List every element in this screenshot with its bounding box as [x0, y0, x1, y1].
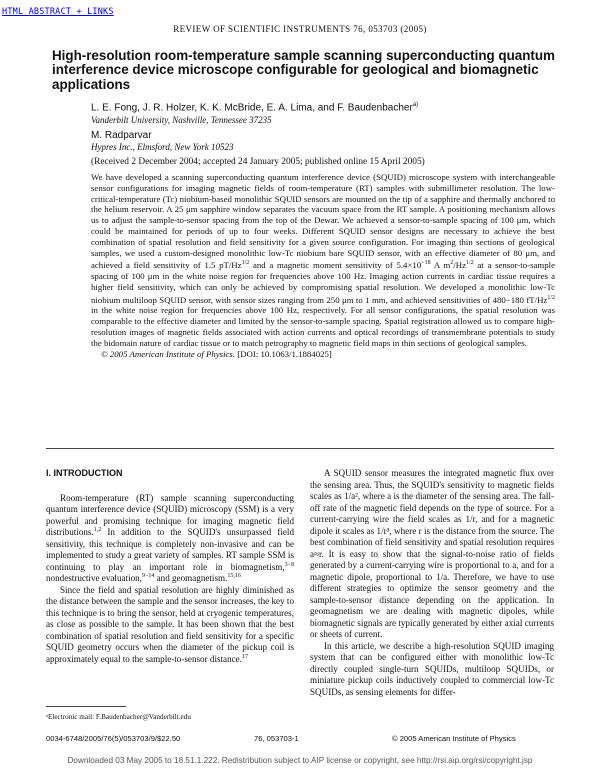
footnote-rule — [46, 706, 126, 707]
abstract-sup: 1/2 — [465, 260, 474, 267]
html-abstract-links-link[interactable]: HTML ABSTRACT + LINKS — [2, 7, 114, 17]
authors-1: L. E. Fong, J. R. Holzer, K. K. McBride, E. A. Lima, and F. Baudenbacher — [91, 102, 413, 114]
top-link-bar — [2, 1, 132, 17]
intro-paragraph-4: In this article, we describe a high-resolution SQUID imaging system that can be configured either with monolithic low-Tc directly coupled single-turn SQUIDs, multiloop SQUIDs, or miniature pickup coils inductively coupled to commercial low-Tc SQUIDs, as sensing elements for differ- — [310, 640, 554, 697]
author-list-1 — [91, 102, 571, 113]
abstract-sup: 1/2 — [547, 294, 555, 301]
citation: 15,16 — [227, 572, 241, 579]
intro-paragraph-2 — [46, 585, 294, 666]
author-list-2: M. Radparvar — [91, 130, 152, 141]
citation: 9−14 — [141, 572, 155, 579]
para-text: In addition to the SQUID's unsurpassed field sensitivity, this technique is completely non-invasive and can be implemented to study a great variety of samples. RT sample SSM is continuing to play an important role in biomagnetism, — [46, 527, 294, 572]
copyright: © 2005 American Institute of Physics. — [101, 348, 236, 359]
abstract-text: and a magnetic moment sensitivity of 5.4×10 — [249, 260, 422, 271]
abstract-text: A m — [430, 260, 451, 271]
abstract-text: at a sensor-to-sample spacing of 100 μm in the white noise region for frequencies above 100 Hz. Imaging action currents in cardiac tissue requires a higher field sensitivity, which can only be achieved by compromising spatial resolution. We developed a monolithic low-Tc niobium multiloop SQUID sensor, with sensor sizes ranging from 250 μm to 1 mm, and achieved sensitivities of 480−180 fT/Hz — [91, 260, 555, 305]
abstract-text: /Hz — [453, 260, 466, 271]
right-column — [310, 468, 554, 698]
paper-title: High-resolution room-temperature sample scanning superconducting quantum interference device microscope configurable for geological and biomagnetic applications — [52, 48, 555, 92]
intro-paragraph-1 — [46, 493, 294, 585]
para-text: and geomagnetism. — [154, 573, 228, 583]
footer-page-number: 76, 053703-1 — [254, 734, 299, 743]
received-dates: (Received 2 December 2004; accepted 24 January 2005; published online 15 April 2005) — [91, 157, 425, 167]
abstract-sup: −18 — [421, 260, 431, 267]
download-notice: Downloaded 03 May 2005 to 18.51.1.222. Redistribution subject to AIP license or copyright, see http://rsi.aip.org/rsi/copyright.jsp — [67, 756, 533, 765]
footnote: ᵃElectronic mail: F.Baudenbacher@Vanderbilt.edu — [46, 713, 191, 721]
para-text: Since the field and spatial resolution are highly diminished as the distance between the sample and the sensor increases, the key to this technique is to bring the sensor, held at cryogenic temperatures, as close as possible to the sample. It has been shown that the best combination of spatial resolution and field sensitivity for a specific SQUID geometry occurs when the diameter of the pickup coil is approximately equal to the sample-to-sensor distance. — [46, 584, 294, 664]
footer-issn: 0034-6748/2005/76(5)/053703/9/$22.50 — [46, 734, 181, 743]
header-rule — [46, 448, 554, 449]
abstract-text: in the white noise region for frequencies above 100 Hz, respectively. For all sensor configurations, the spatial resolution was comparable to the effective diameter and limited by the sensor-to-sample spacing. Spatial registration allowed us to compare high-resolution images of magnetic fields associated with action currents and optical recordings of transmembrane potentials to study the bidomain nature of cardiac tissue or to match petrography to magnetic field maps in thin sections of geological samples. — [91, 305, 555, 348]
abstract-sup: 2 — [450, 260, 454, 267]
doi: [DOI: 10.1063/1.1884025] — [235, 348, 332, 359]
affiliation-1: Vanderbilt University, Nashville, Tennessee 37235 — [91, 115, 272, 125]
author-footnote-mark: a) — [412, 102, 419, 108]
para-text: nondestructive evaluation, — [46, 573, 142, 583]
footer-copyright: © 2005 American Institute of Physics — [392, 734, 516, 743]
intro-paragraph-3: A SQUID sensor measures the integrated magnetic flux over the sensing area. Thus, the SQUID's sensitivity to magnetic fields scales as 1/a², where a is the diameter of the sensing area. The fall-off rate of the magnetic field depends on the type of source. For a current-carrying wire the field scales as 1/r, and for a magnetic dipole it scales as 1/r³, where r is the distance from the source. The best combination of field sensitivity and spatial resolution requires a≈r. It is easy to show that the signal-to-noise ratio of fields generated by a current-carrying wire is proportional to a, and for a magnetic dipole, proportional to 1/a. Therefore, we have to use different strategies to optimize the sensor geometry and the sample-to-sensor distance depending on the application. In geomagnetism we are dealing with magnetic dipoles, while biomagnetic signals are typically generated by either axial currents or sheets of current. — [310, 468, 554, 639]
citation: 17 — [241, 653, 248, 660]
affiliation-2: Hypres Inc., Elmsford, New York 10523 — [91, 142, 234, 152]
section-heading: I. INTRODUCTION — [46, 468, 123, 478]
citation: 3−8 — [284, 561, 294, 568]
left-column — [46, 468, 294, 665]
journal-header: REVIEW OF SCIENTIFIC INSTRUMENTS 76, 053703 (2005) — [173, 24, 427, 34]
citation: 1,2 — [93, 526, 102, 533]
abstract-sup: 1/2 — [241, 260, 250, 267]
abstract-text: We have developed a scanning superconducting quantum interference device (SQUID) microscope system with interchangeable sensor configurations for imaging magnetic fields of room-temperature (RT) samples with submillimeter resolution. The low-critical-temperature (Tc) niobium-based monolithic SQUID sensors are mounted on the tip of a sapphire and thermally anchored to the helium reservoir. A 25 μm sapphire window separates the vacuum space from the RT sample. A positioning mechanism allows us to adjust the sample-to-sensor spacing from the top of the Dewar. We achieved a sensor-to-sample spacing of 100 μm, which could be maintained for periods of up to four weeks. Different SQUID sensor designs are necessary to achieve the best combination of spatial resolution and field sensitivity for a given source configuration. For imaging thin sections of geological samples, we used a custom-designed monolithic low-Tc niobium bare SQUID sensor, with an effective diameter of 80 μm, and achieved a field sensitivity of 1.5 pT/Hz — [91, 172, 555, 271]
abstract — [91, 172, 555, 359]
para-text: Room-temperature (RT) sample scanning superconducting quantum interference device (SQUID) microscopy (SSM) is a very powerful and promising technique for imaging magnetic field distributions. — [46, 492, 294, 537]
